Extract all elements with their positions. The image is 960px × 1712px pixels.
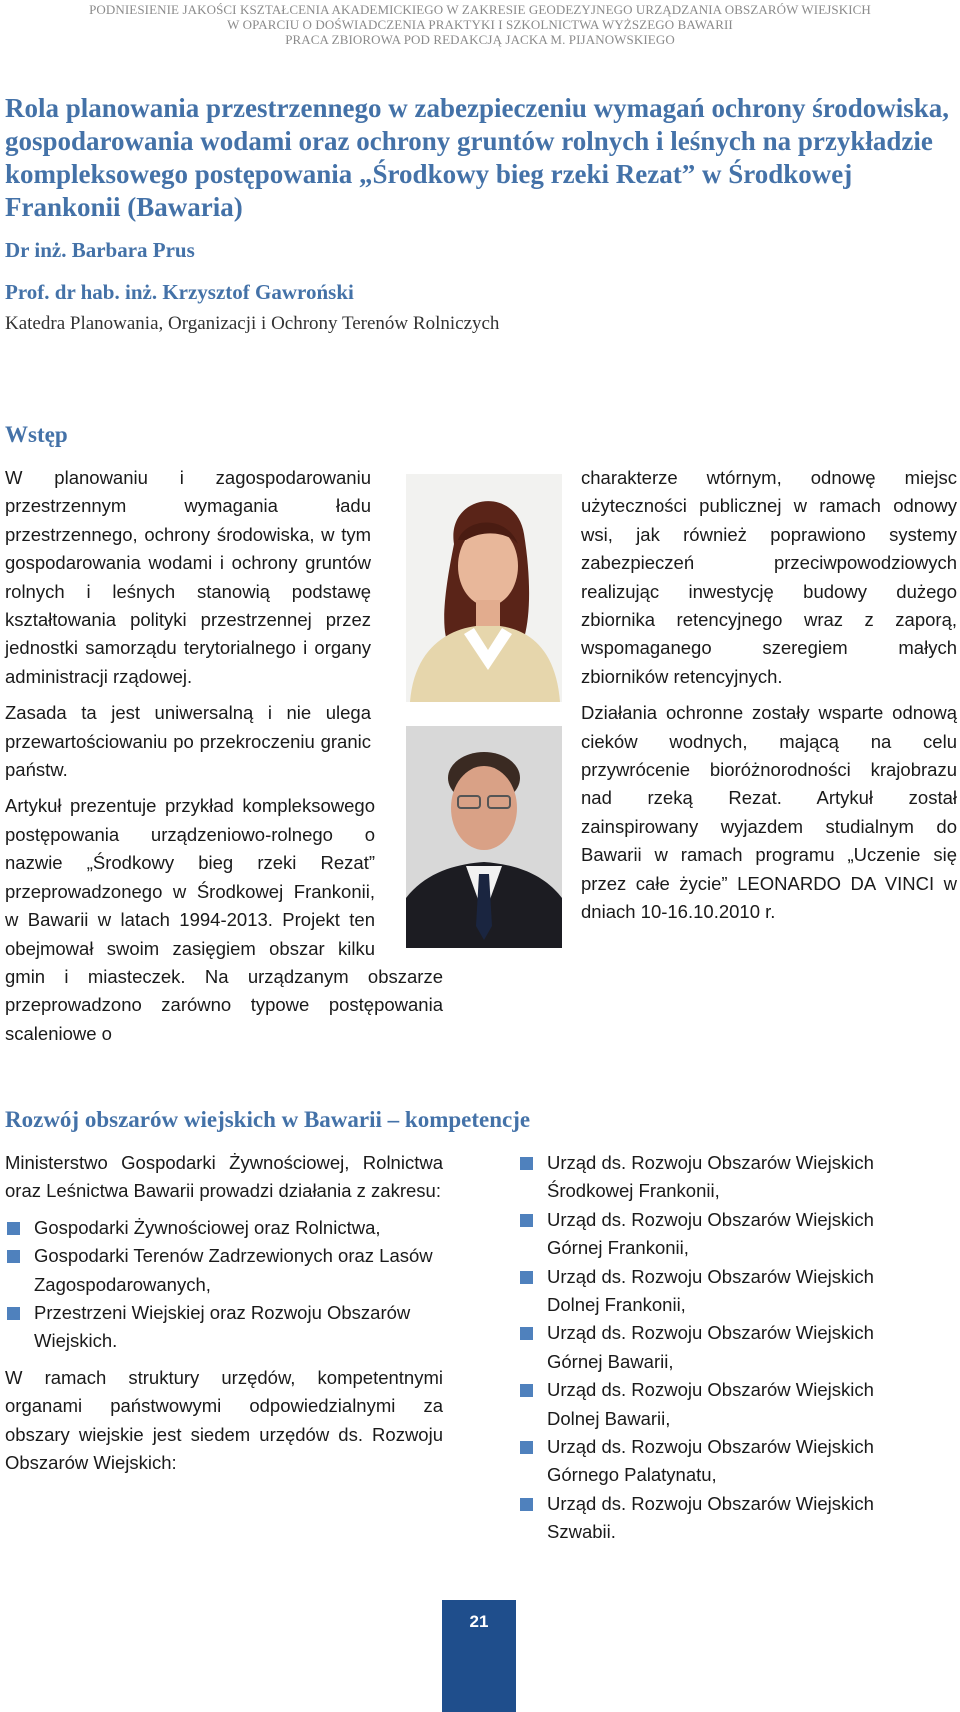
competences-left-column [5,1149,443,1477]
list-item: Urząd ds. Rozwoju Obszarów Wiejskich Szwabii. [518,1490,918,1547]
author-photo-barbara-prus [406,474,562,702]
page-number: 21 [442,1600,516,1712]
intro-paragraph-4: charakterze wtórnym, odnowę miejsc użyteczności publicznej w ramach odnowy wsi, jak również poprawiono systemy zabezpieczeń przeciwpowodziowych realizując inwestycję budowy dużego zbiornika retencyjnego wraz z zaporą, wspomaganego szeregiem małych zbiorników retencyjnych. [581,467,957,687]
running-header [0,2,960,47]
offices-intro-text: W ramach struktury urzędów, kompetentnymi organami państwowymi odpowiedzialnymi za obszary wiejskie jest siedem urzędów ds. Rozwoju Obszarów Wiejskich: [5,1366,443,1474]
list-item: Urząd ds. Rozwoju Obszarów Wiejskich Dolnej Frankonii, [518,1263,918,1320]
list-item: Gospodarki Terenów Zadrzewionych oraz Lasów Zagospodarowanych, [5,1242,443,1299]
list-item: Urząd ds. Rozwoju Obszarów Wiejskich Górnej Frankonii, [518,1206,918,1263]
intro-paragraph-3: Artykuł prezentuje przykład kompleksowego postępowania urządzeniowo-rolnego o nazwie „Środkowy bieg rzeki Rezat” przeprowadzonego w Środkowej Frankonii, w Bawarii w latach 1994-2013. Projekt ten obejmował swoim zasięgiem obszar kilku gmin i miasteczek. Na urządzanym obszarze przeprowadzono zarówno typowe postępowania scaleniowe o [5,795,443,1044]
running-header-line-1: PODNIESIENIE JAKOŚCI KSZTAŁCENIA AKADEMICKIEGO W ZAKRESIE GEODEZYJNEGO URZĄDZANIA OBSZARÓW WIEJSKICH [89,2,871,17]
intro-paragraph-2: Zasada ta jest uniwersalną i nie ulega przewartościowaniu po przekroczeniu granic państw. [5,702,371,781]
list-item: Gospodarki Żywnościowej oraz Rolnictwa, [5,1214,443,1242]
intro-paragraph-1: W planowaniu i zagospodarowaniu przestrzennym wymagania ładu przestrzennego, ochrony środowiska, w tym gospodarowania wodami i ochrony gruntów rolnych i leśnych stanowią podstawę kształtowania polityki przestrzennej przez jednostki samorządu terytorialnego i organy administracji rządowej. [5,467,371,687]
list-item: Urząd ds. Rozwoju Obszarów Wiejskich Dolnej Bawarii, [518,1376,918,1433]
list-item: Przestrzeni Wiejskiej oraz Rozwoju Obszarów Wiejskich. [5,1299,443,1356]
author-photo-krzysztof-gawronski [406,726,562,948]
article-title: Rola planowania przestrzennego w zabezpieczeniu wymagań ochrony środowiska, gospodarowania wodami oraz ochrony gruntów rolnych i leśnych na przykładzie kompleksowego postępowania „Środkowy bieg rzeki Rezat” w Środkowej Frankonii (Bawaria) [5,93,949,222]
author-2: Prof. dr hab. inż. Krzysztof Gawroński [5,280,354,304]
list-item: Urząd ds. Rozwoju Obszarów Wiejskich Środkowej Frankonii, [518,1149,918,1206]
author-1: Dr inż. Barbara Prus [5,238,195,262]
ministry-areas-list [5,1214,443,1356]
woman-portrait-image [406,474,562,702]
ministry-intro-text: Ministerstwo Gospodarki Żywnościowej, Rolnictwa oraz Leśnictwa Bawarii prowadzi działania z zakresu: [5,1152,443,1202]
rural-development-offices-list [518,1149,918,1547]
list-item: Urząd ds. Rozwoju Obszarów Wiejskich Górnej Bawarii, [518,1319,918,1376]
running-header-line-2: W OPARCIU O DOŚWIADCZENIA PRAKTYKI I SZKOLNICTWA WYŻSZEGO BAWARII [227,17,733,32]
section-heading-competences: Rozwój obszarów wiejskich w Bawarii – kompetencje [5,1107,531,1132]
running-header-line-3: PRACA ZBIOROWA POD REDAKCJĄ JACKA M. PIJANOWSKIEGO [285,32,675,47]
competences-right-column [518,1149,918,1547]
intro-left-column [5,464,443,1048]
man-portrait-image [406,726,562,948]
list-item: Urząd ds. Rozwoju Obszarów Wiejskich Górnego Palatynatu, [518,1433,918,1490]
intro-right-column [581,464,957,927]
intro-paragraph-5: Działania ochronne zostały wsparte odnową cieków wodnych, mającą na celu przywrócenie bioróżnorodności krajobrazu nad rzeką Rezat. Artykuł został zainspirowany wyjazdem studialnym do Bawarii w ramach programu „Uczenie się przez całe życie” LEONARDO DA VINCI w dniach 10-16.10.2010 r. [581,702,957,923]
affiliation: Katedra Planowania, Organizacji i Ochrony Terenów Rolniczych [5,313,500,334]
section-heading-intro: Wstęp [5,422,68,447]
